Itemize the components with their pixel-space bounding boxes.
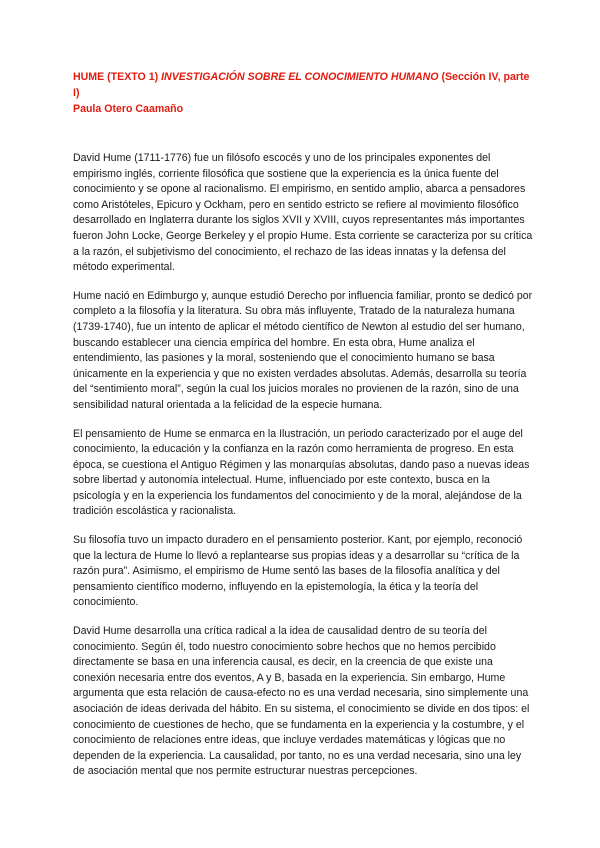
document-author: Paula Otero Caamaño xyxy=(73,103,184,115)
paragraph-3: El pensamiento de Hume se enmarca en la Ilustración, un periodo caracterizado por el auge del conocimiento, la educación y la confianza en la razón como herramienta de progreso. En esta época, se cuestiona el Antiguo Régimen y las monarquías absolutas, dando paso a nuevas ideas sobre libertad y autonomía intelectual. Hume, influenciado por este contexto, busca en la psicología y en la experiencia los fundamentos del conocimiento y de la moral, alejándose de la tradición escolástica y racionalista. xyxy=(73,427,530,518)
paragraph-1: David Hume (1711-1776) fue un filósofo escocés y uno de los principales exponentes del empirismo inglés, corriente filosófica que sostiene que la experiencia es la única fuente del conocimiento y se opone al racionalismo. El empirismo, en sentido amplio, abarca a pensadores como Aristóteles, Epicuro y Ockham, pero en sentido estricto se refiere al movimiento filosófico desarrollado en Inglaterra durante los siglos XVII y XVIII, cuyos representantes más importantes fueron John Locke, George Berkeley y el propio Hume. Esta corriente se caracteriza por su crítica a la razón, el subjetivismo del conocimiento, el rechazo de las ideas innatas y la defensa del método experimental. xyxy=(73,152,533,274)
title-work: INVESTIGACIÓN SOBRE EL CONOCIMIENTO HUMANO xyxy=(161,71,439,83)
paragraph-2: Hume nació en Edimburgo y, aunque estudió Derecho por influencia familiar, pronto se dedicó por completo a la filosofía y la literatura. Su obra más influyente, Tratado de la naturaleza humana (1739-1740), fue un intento de aplicar el método científico de Newton al estudio del ser humano, buscando establecer una ciencia empírica del hombre. En esta obra, Hume analiza el entendimiento, las pasiones y la moral, sosteniendo que el conocimiento humano se basa únicamente en la experiencia y que no existen verdades absolutas. Además, desarrolla su teoría del “sentimiento moral”, según la cual los juicios morales no provienen de la razón, sino de una sensibilidad natural orientada a la felicidad de la especie humana. xyxy=(73,289,533,411)
document-page xyxy=(73,69,535,793)
title-prefix: HUME (TEXTO 1) xyxy=(73,71,162,83)
paragraph-5: David Hume desarrolla una crítica radical a la idea de causalidad dentro de su teoría del conocimiento. Según él, todo nuestro conocimiento sobre hechos que no hemos percibido directamente se basa en una inferencia causal, es decir, en la creencia de que existe una conexión necesaria entre dos eventos, A y B, basada en la experiencia. Sin embargo, Hume argumenta que esta relación de causa-efecto no es una verdad necesaria, sino simplemente una asociación de ideas derivada del hábito. En su sistema, el conocimiento se divide en dos tipos: el conocimiento de cuestiones de hecho, que se fundamenta en la experiencia y la costumbre, y el conocimiento de relaciones entre ideas, que incluye verdades matemáticas y lógicas que no dependen de la experiencia. La causalidad, por tanto, no es una verdad necesaria, sino una ley de asociación mental que nos permite estructurar nuestras percepciones. xyxy=(73,625,530,778)
document-title xyxy=(73,69,535,101)
paragraph-4: Su filosofía tuvo un impacto duradero en el pensamiento posterior. Kant, por ejemplo, reconoció que la lectura de Hume lo llevó a replantearse sus propias ideas y a desarrollar su “crítica de la razón pura”. Asimismo, el empirismo de Hume sentó las bases de la filosofía analítica y del pensamiento científico moderno, influyendo en la epistemología, la ética y la teoría del conocimiento. xyxy=(73,534,523,609)
title-section: (Sección IV, parte I) xyxy=(73,71,530,99)
